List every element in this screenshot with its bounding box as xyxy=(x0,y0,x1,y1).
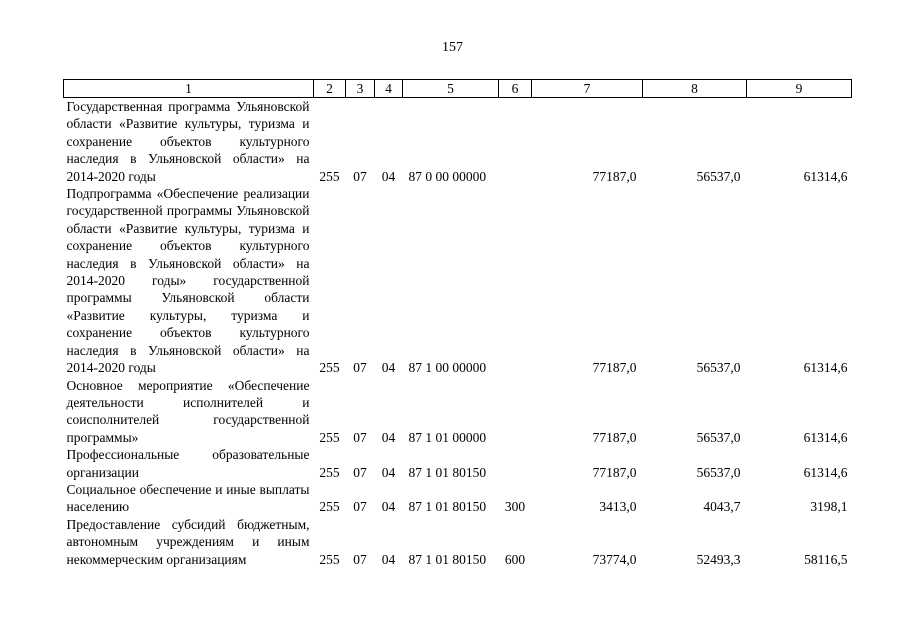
cell-3: 07 xyxy=(353,168,367,184)
column-header: 5 xyxy=(403,80,499,98)
cell-8: 52493,3 xyxy=(696,551,741,567)
cell-6 xyxy=(499,185,532,376)
cell-6: 600 xyxy=(504,551,526,567)
cell-8: 56537,0 xyxy=(696,464,741,480)
row-name: Социальное обеспечение и иные выплаты населению xyxy=(66,481,310,515)
cell-2: 255 xyxy=(319,168,340,184)
cell-9: 61314,6 xyxy=(803,464,848,480)
cell-7: 77187,0 xyxy=(592,168,637,184)
cell-9: 61314,6 xyxy=(803,168,848,184)
cell-7: 73774,0 xyxy=(592,551,637,567)
cell-4: 04 xyxy=(381,429,396,445)
cell-5: 87 1 01 00000 xyxy=(408,429,487,445)
column-header: 8 xyxy=(643,80,747,98)
page-number: 157 xyxy=(442,40,463,55)
cell-2: 255 xyxy=(319,429,340,445)
cell-3: 07 xyxy=(353,360,367,376)
row-name: Государственная программа Ульяновской области «Развитие культуры, туризма и сохранение объектов культурного наследия в Ульяновской области» на 2014-2020 годы xyxy=(66,99,310,184)
cell-5: 87 1 01 80150 xyxy=(408,464,487,480)
column-header: 7 xyxy=(532,80,643,98)
cell-6 xyxy=(499,377,532,447)
table-row xyxy=(64,377,852,447)
cell-2: 255 xyxy=(319,499,340,515)
cell-9: 3198,1 xyxy=(810,499,848,515)
cell-6 xyxy=(499,446,532,481)
cell-9: 58116,5 xyxy=(804,551,848,567)
cell-8: 56537,0 xyxy=(696,168,741,184)
cell-4: 04 xyxy=(381,499,396,515)
cell-6: 300 xyxy=(504,499,526,515)
cell-3: 07 xyxy=(353,429,367,445)
cell-5: 87 1 01 80150 xyxy=(408,499,487,515)
row-name: Профессиональные образовательные организации xyxy=(66,447,310,480)
cell-7: 77187,0 xyxy=(592,429,637,445)
cell-5: 87 1 01 80150 xyxy=(408,551,487,567)
budget-table xyxy=(63,79,852,568)
row-name: Предоставление субсидий бюджетным, автономным учреждениям и иным некоммерческим организациям xyxy=(66,516,310,567)
cell-7: 77187,0 xyxy=(592,360,637,376)
cell-8: 56537,0 xyxy=(696,360,741,376)
cell-2: 255 xyxy=(319,551,340,567)
cell-3: 07 xyxy=(353,499,367,515)
column-header: 1 xyxy=(64,80,314,98)
cell-6 xyxy=(499,98,532,186)
column-header: 4 xyxy=(375,80,403,98)
cell-4: 04 xyxy=(381,168,396,184)
column-header: 6 xyxy=(499,80,532,98)
cell-7: 77187,0 xyxy=(592,464,637,480)
cell-2: 255 xyxy=(319,464,340,480)
cell-3: 07 xyxy=(353,551,367,567)
cell-5: 87 1 00 00000 xyxy=(408,360,487,376)
table-row xyxy=(64,446,852,481)
table-row xyxy=(64,185,852,376)
cell-9: 61314,6 xyxy=(803,360,848,376)
cell-2: 255 xyxy=(319,360,340,376)
cell-7: 3413,0 xyxy=(599,499,637,515)
cell-4: 04 xyxy=(381,551,396,567)
table-row xyxy=(64,481,852,516)
column-header: 2 xyxy=(314,80,346,98)
row-name: Основное мероприятие «Обеспечение деятельности исполнителей и соисполнителей государственной программы» xyxy=(66,377,310,445)
table-row xyxy=(64,98,852,186)
cell-3: 07 xyxy=(353,464,367,480)
cell-8: 56537,0 xyxy=(696,429,741,445)
cell-4: 04 xyxy=(381,360,396,376)
column-header: 9 xyxy=(747,80,852,98)
cell-8: 4043,7 xyxy=(703,499,741,515)
header-row xyxy=(64,80,852,98)
cell-4: 04 xyxy=(381,464,396,480)
cell-5: 87 0 00 00000 xyxy=(408,168,487,184)
table-row xyxy=(64,516,852,568)
column-header: 3 xyxy=(346,80,375,98)
cell-9: 61314,6 xyxy=(803,429,848,445)
row-name: Подпрограмма «Обеспечение реализации государственной программы Ульяновской области «Развитие культуры, туризма и сохранение объектов культурного наследия в Ульяновской области» на 2014-2020 годы» государственной программы Ульяновской области «Развитие культуры, туризма и сохранение объектов культурного наследия в Ульяновской области» на 2014-2020 годы xyxy=(66,186,310,376)
